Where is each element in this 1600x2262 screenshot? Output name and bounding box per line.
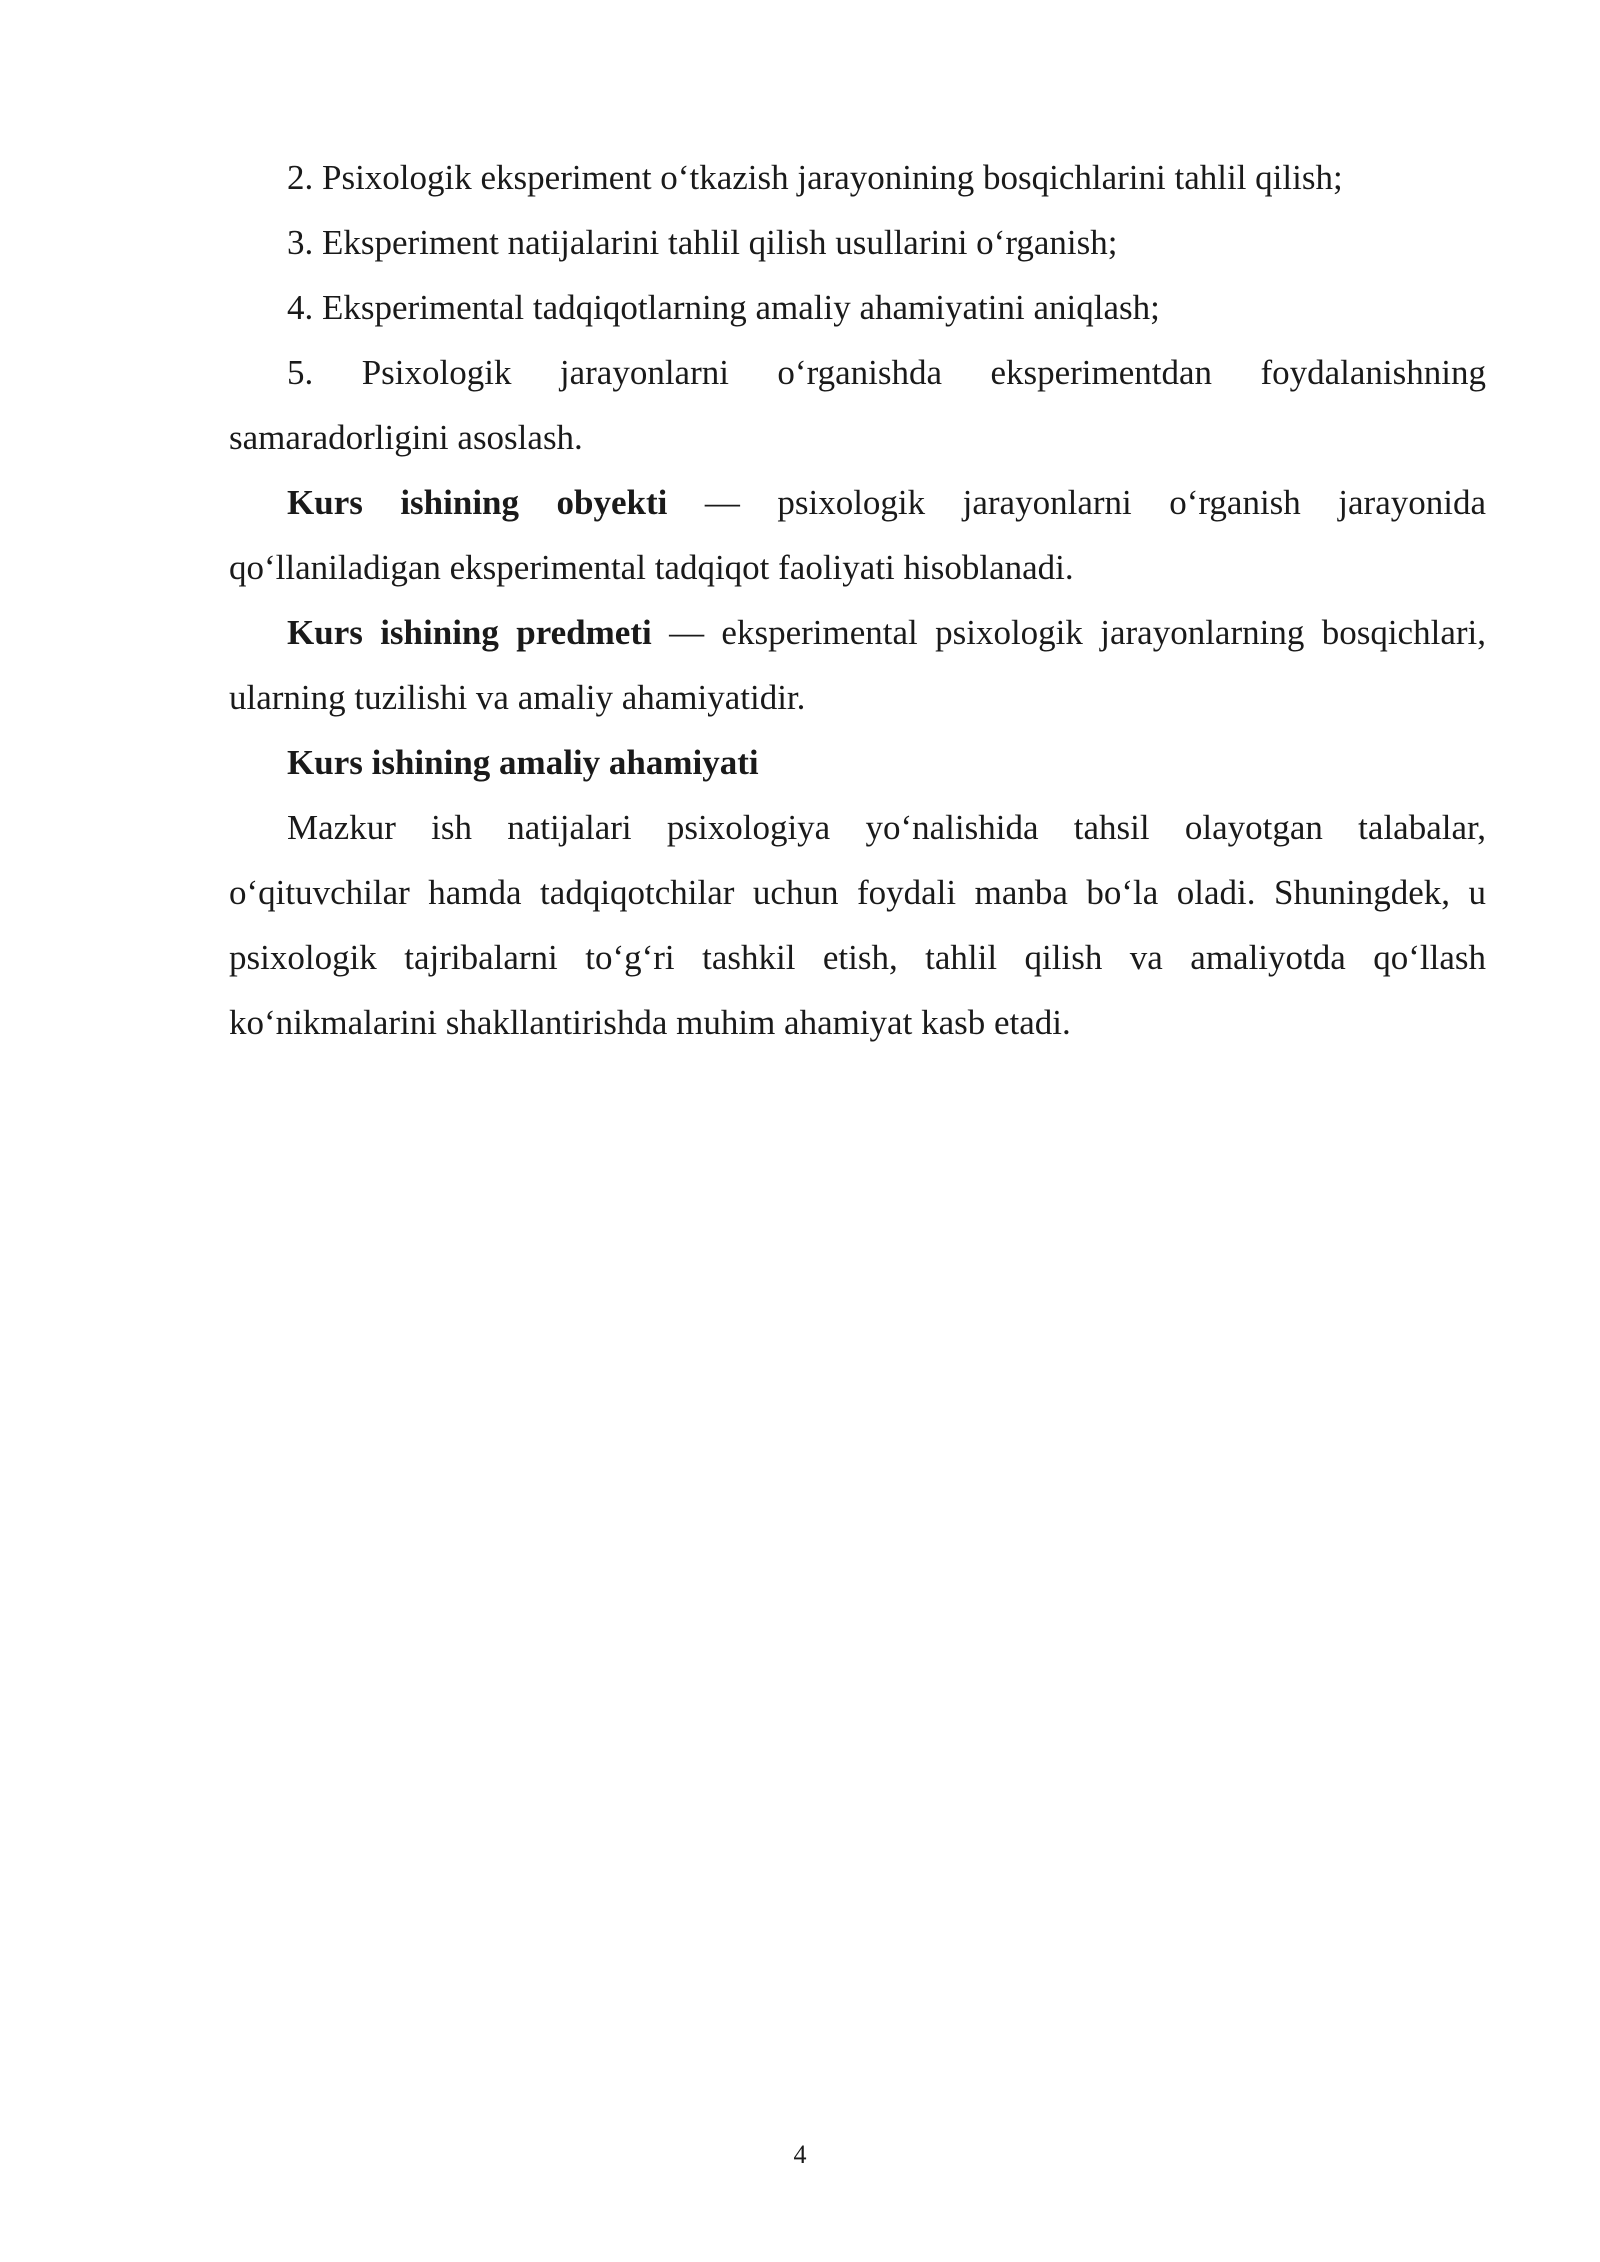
list-item-4: 4. Eksperimental tadqiqotlarning amaliy ahamiyatini aniqlash; bbox=[287, 288, 1160, 327]
list-item-3: 3. Eksperiment natijalarini tahlil qilish usullarini o‘rganish; bbox=[287, 223, 1118, 262]
body-text bbox=[229, 145, 1486, 1055]
list-item-2: 2. Psixologik eksperiment o‘tkazish jarayonining bosqichlarini tahlil qilish; bbox=[287, 158, 1343, 197]
object-text: — psixologik jarayonlarni o‘rganish jarayonida qo‘llaniladigan eksperimental tadqiqot faoliyati hisoblanadi. bbox=[229, 483, 1486, 587]
page-number: 4 bbox=[793, 2140, 807, 2169]
practical-heading: Kurs ishining amaliy ahamiyati bbox=[287, 743, 759, 782]
subject-text: — eksperimental psixologik jarayonlarning bosqichlari, ularning tuzilishi va amaliy ahamiyatidir. bbox=[229, 613, 1486, 717]
subject-label: Kurs ishining predmeti bbox=[287, 613, 652, 652]
object-paragraph bbox=[229, 470, 1486, 600]
object-label: Kurs ishining obyekti bbox=[287, 483, 668, 522]
practical-paragraph: Mazkur ish natijalari psixologiya yo‘nalishida tahsil olayotgan talabalar, o‘qituvchilar hamda tadqiqotchilar uchun foydali manba bo‘la oladi. Shuningdek, u psixologik tajribalarni to‘g‘ri tashkil etish, tahlil qilish va amaliyotda qo‘llash ko‘nikmalarini shakllantirishda muhim ahamiyat kasb etadi. bbox=[229, 808, 1486, 1042]
subject-paragraph bbox=[229, 600, 1486, 730]
list-item-5: 5. Psixologik jarayonlarni o‘rganishda eksperimentdan foydalanishning samaradorligini asoslash. bbox=[229, 353, 1486, 457]
